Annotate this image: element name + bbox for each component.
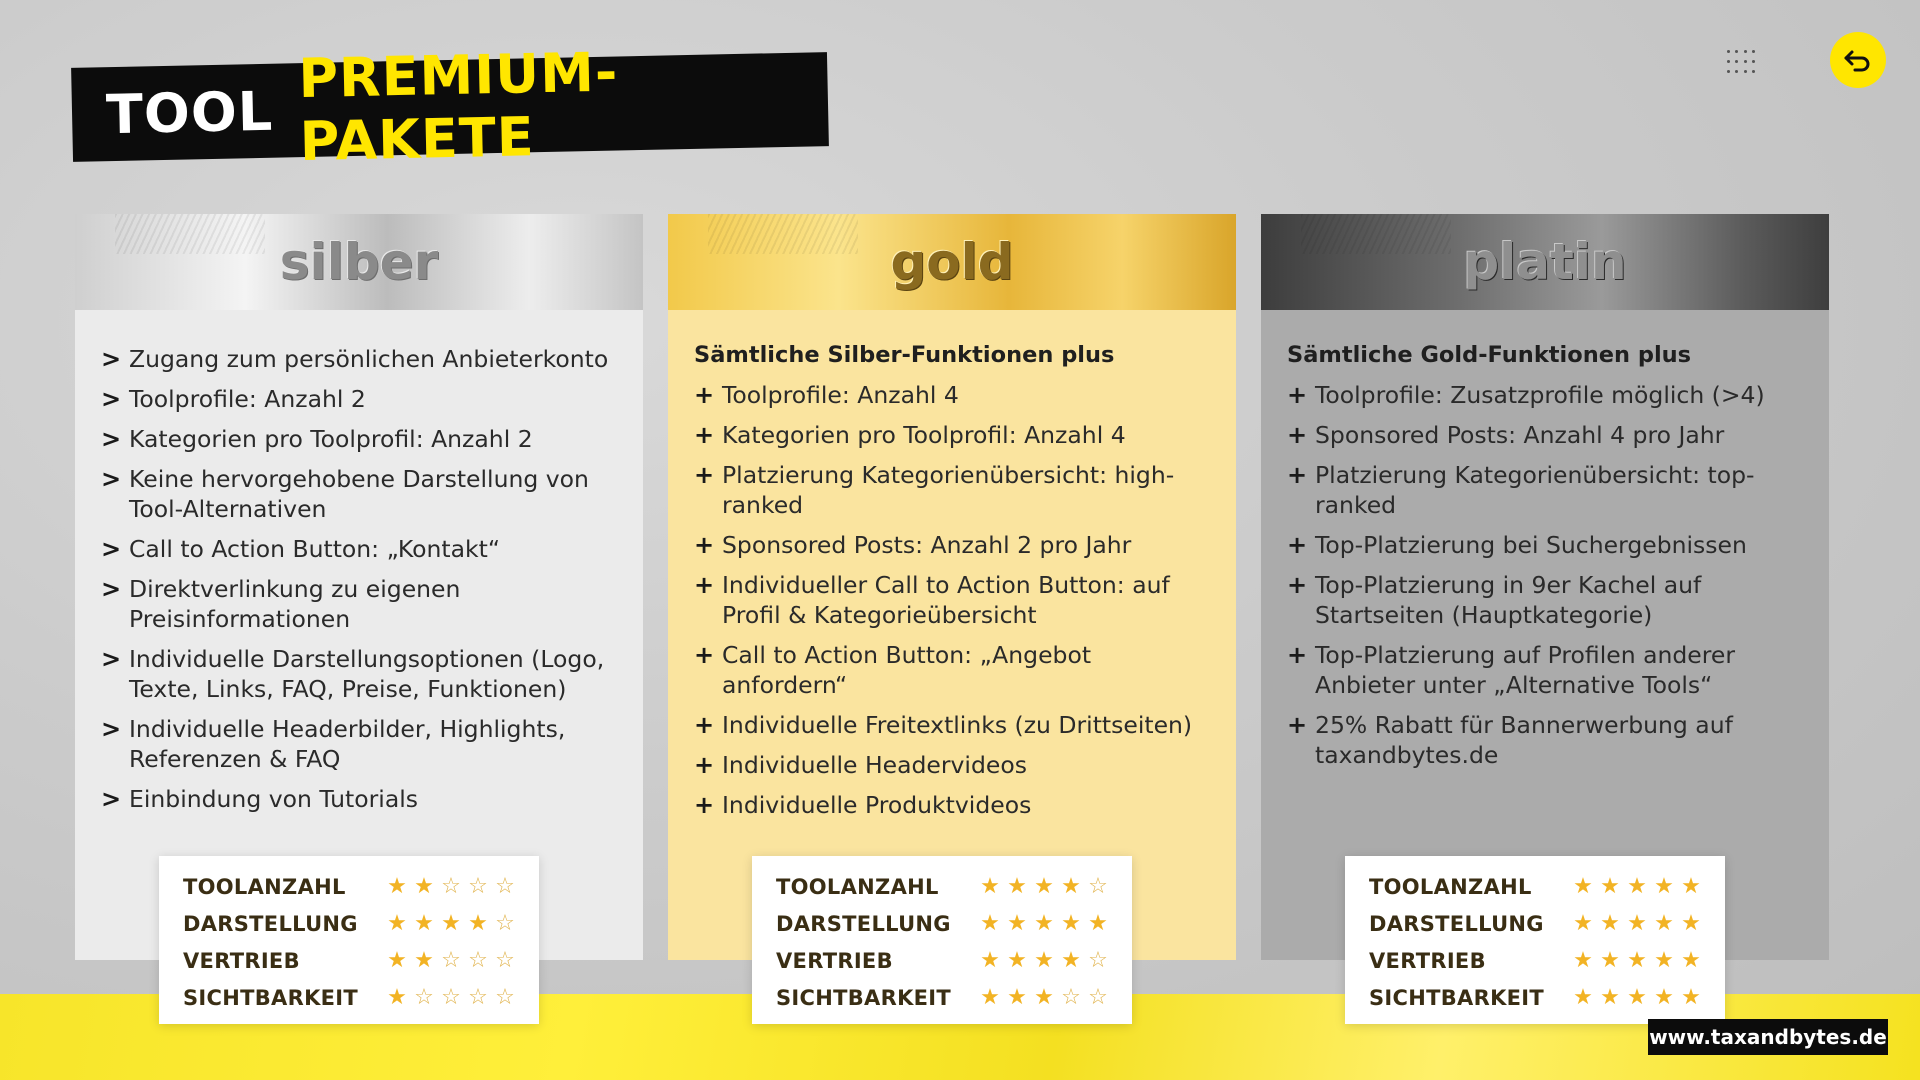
card-header-gold bbox=[668, 214, 1236, 310]
list-item: > Keine hervorgehobene Darstellung von Tool-Alternativen bbox=[101, 465, 589, 523]
star-empty-icon: ☆ bbox=[468, 947, 488, 973]
star-filled-icon: ★ bbox=[1573, 947, 1593, 973]
star-rating bbox=[978, 984, 1110, 1010]
star-filled-icon: ★ bbox=[1654, 873, 1674, 899]
plus-icon: + bbox=[1287, 531, 1308, 559]
list-item: + Toolprofile: Zusatzprofile möglich (>4) bbox=[1287, 381, 1765, 409]
plus-icon: + bbox=[694, 531, 715, 559]
rating-label: DARSTELLUNG bbox=[183, 911, 358, 936]
list-item: + Call to Action Button: „Angebot anfordern“ bbox=[694, 641, 1092, 699]
star-filled-icon: ★ bbox=[1034, 910, 1054, 936]
back-button[interactable] bbox=[1830, 32, 1886, 88]
rating-row bbox=[776, 942, 1110, 979]
star-empty-icon: ☆ bbox=[495, 873, 515, 899]
list-item: + Individuelle Produktvideos bbox=[694, 791, 1032, 819]
card-header-platin bbox=[1261, 214, 1829, 310]
list-item: + Top-Platzierung in 9er Kachel auf Startseiten (Hauptkategorie) bbox=[1287, 571, 1702, 629]
rating-box bbox=[752, 856, 1132, 1024]
plus-icon: + bbox=[694, 751, 715, 779]
rating-row bbox=[1369, 868, 1703, 905]
rating-label: DARSTELLUNG bbox=[1369, 911, 1544, 936]
plus-icon: + bbox=[694, 571, 715, 599]
plus-icon: + bbox=[694, 791, 715, 819]
rating-row bbox=[183, 905, 517, 942]
star-filled-icon: ★ bbox=[387, 984, 407, 1010]
star-filled-icon: ★ bbox=[1600, 947, 1620, 973]
list-item: + Toolprofile: Anzahl 4 bbox=[694, 381, 959, 409]
website-badge[interactable] bbox=[1648, 1019, 1888, 1055]
star-rating bbox=[385, 873, 517, 899]
chevron-right-icon: > bbox=[101, 385, 122, 413]
star-filled-icon: ★ bbox=[1573, 984, 1593, 1010]
star-empty-icon: ☆ bbox=[1061, 984, 1081, 1010]
star-empty-icon: ☆ bbox=[468, 873, 488, 899]
chevron-right-icon: > bbox=[101, 345, 122, 373]
card-intro: Sämtliche Silber-Funktionen plus bbox=[694, 342, 1115, 368]
star-filled-icon: ★ bbox=[1681, 984, 1701, 1010]
rating-label: TOOLANZAHL bbox=[183, 874, 346, 899]
card-intro: Sämtliche Gold-Funktionen plus bbox=[1287, 342, 1692, 368]
star-rating bbox=[385, 947, 517, 973]
plus-icon: + bbox=[1287, 641, 1308, 669]
title-part-premium: PREMIUM-PAKETE bbox=[297, 40, 619, 174]
card-title: gold bbox=[890, 233, 1014, 291]
star-filled-icon: ★ bbox=[1061, 910, 1081, 936]
star-filled-icon: ★ bbox=[1573, 873, 1593, 899]
star-empty-icon: ☆ bbox=[441, 873, 461, 899]
rating-box bbox=[1345, 856, 1725, 1024]
star-filled-icon: ★ bbox=[1007, 873, 1027, 899]
list-item: + Platzierung Kategorienübersicht: top-ranked bbox=[1287, 461, 1755, 519]
rating-row bbox=[183, 942, 517, 979]
list-item: > Call to Action Button: „Kontakt“ bbox=[101, 535, 501, 563]
star-rating bbox=[1571, 947, 1703, 973]
star-empty-icon: ☆ bbox=[1088, 984, 1108, 1010]
rating-label: SICHTBARKEIT bbox=[776, 985, 952, 1010]
chevron-right-icon: > bbox=[101, 785, 122, 813]
star-filled-icon: ★ bbox=[1600, 910, 1620, 936]
rating-row bbox=[1369, 979, 1703, 1016]
star-rating bbox=[385, 984, 517, 1010]
chevron-right-icon: > bbox=[101, 575, 122, 603]
plus-icon: + bbox=[694, 461, 715, 489]
plus-icon: + bbox=[1287, 461, 1308, 489]
chevron-right-icon: > bbox=[101, 425, 122, 453]
rating-label: VERTRIEB bbox=[776, 948, 893, 973]
star-filled-icon: ★ bbox=[1681, 910, 1701, 936]
card-title: silber bbox=[279, 233, 439, 291]
plus-icon: + bbox=[1287, 571, 1308, 599]
plus-icon: + bbox=[694, 711, 715, 739]
dots-grid-icon[interactable] bbox=[1724, 46, 1758, 76]
star-filled-icon: ★ bbox=[387, 947, 407, 973]
list-item: + Individuelle Freitextlinks (zu Drittseiten) bbox=[694, 711, 1193, 739]
rating-row bbox=[776, 905, 1110, 942]
star-filled-icon: ★ bbox=[1627, 984, 1647, 1010]
rating-label: SICHTBARKEIT bbox=[183, 985, 359, 1010]
list-item: > Kategorien pro Toolprofil: Anzahl 2 bbox=[101, 425, 533, 453]
star-empty-icon: ☆ bbox=[468, 984, 488, 1010]
card-title: platin bbox=[1463, 233, 1627, 291]
star-filled-icon: ★ bbox=[1061, 873, 1081, 899]
package-card-platin bbox=[1261, 214, 1829, 1010]
list-item: + Sponsored Posts: Anzahl 2 pro Jahr bbox=[694, 531, 1132, 559]
star-filled-icon: ★ bbox=[441, 910, 461, 936]
list-item: + Top-Platzierung bei Suchergebnissen bbox=[1287, 531, 1747, 559]
chevron-right-icon: > bbox=[101, 715, 122, 743]
star-filled-icon: ★ bbox=[1007, 984, 1027, 1010]
star-empty-icon: ☆ bbox=[495, 947, 515, 973]
rating-box bbox=[159, 856, 539, 1024]
star-filled-icon: ★ bbox=[1573, 910, 1593, 936]
star-filled-icon: ★ bbox=[387, 873, 407, 899]
star-filled-icon: ★ bbox=[1627, 910, 1647, 936]
star-filled-icon: ★ bbox=[1627, 873, 1647, 899]
star-rating bbox=[385, 910, 517, 936]
star-filled-icon: ★ bbox=[414, 947, 434, 973]
star-filled-icon: ★ bbox=[414, 910, 434, 936]
list-item: + Individueller Call to Action Button: auf Profil & Kategorieübersicht bbox=[694, 571, 1170, 629]
star-rating bbox=[1571, 873, 1703, 899]
list-item: + 25% Rabatt für Bannerwerbung auf taxandbytes.de bbox=[1287, 711, 1733, 769]
plus-icon: + bbox=[1287, 711, 1308, 739]
star-empty-icon: ☆ bbox=[441, 984, 461, 1010]
feature-list bbox=[101, 344, 621, 814]
list-item: + Sponsored Posts: Anzahl 4 pro Jahr bbox=[1287, 421, 1725, 449]
star-empty-icon: ☆ bbox=[495, 910, 515, 936]
star-filled-icon: ★ bbox=[1034, 873, 1054, 899]
package-card-silber bbox=[75, 214, 643, 1010]
star-rating bbox=[978, 947, 1110, 973]
star-rating bbox=[978, 910, 1110, 936]
star-empty-icon: ☆ bbox=[495, 984, 515, 1010]
chevron-right-icon: > bbox=[101, 535, 122, 563]
rating-label: VERTRIEB bbox=[1369, 948, 1486, 973]
website-url: www.taxandbytes.de bbox=[1649, 1025, 1887, 1049]
list-item: + Kategorien pro Toolprofil: Anzahl 4 bbox=[694, 421, 1126, 449]
list-item: > Einbindung von Tutorials bbox=[101, 785, 418, 813]
star-filled-icon: ★ bbox=[1654, 984, 1674, 1010]
star-filled-icon: ★ bbox=[980, 984, 1000, 1010]
list-item: > Zugang zum persönlichen Anbieterkonto bbox=[101, 345, 609, 373]
star-filled-icon: ★ bbox=[1600, 984, 1620, 1010]
star-filled-icon: ★ bbox=[1061, 947, 1081, 973]
rating-row bbox=[183, 868, 517, 905]
star-filled-icon: ★ bbox=[980, 873, 1000, 899]
star-rating bbox=[1571, 984, 1703, 1010]
rating-label: SICHTBARKEIT bbox=[1369, 985, 1545, 1010]
star-rating bbox=[1571, 910, 1703, 936]
rating-row bbox=[776, 868, 1110, 905]
plus-icon: + bbox=[694, 641, 715, 669]
rating-row bbox=[1369, 905, 1703, 942]
star-filled-icon: ★ bbox=[1034, 947, 1054, 973]
star-filled-icon: ★ bbox=[1681, 873, 1701, 899]
chevron-right-icon: > bbox=[101, 465, 122, 493]
rating-label: DARSTELLUNG bbox=[776, 911, 951, 936]
star-filled-icon: ★ bbox=[980, 947, 1000, 973]
list-item: > Individuelle Darstellungsoptionen (Logo, Texte, Links, FAQ, Preise, Funktionen) bbox=[101, 645, 605, 703]
star-empty-icon: ☆ bbox=[1088, 947, 1108, 973]
rating-label: VERTRIEB bbox=[183, 948, 300, 973]
star-filled-icon: ★ bbox=[1034, 984, 1054, 1010]
rating-row bbox=[776, 979, 1110, 1016]
feature-list bbox=[1287, 380, 1807, 770]
star-empty-icon: ☆ bbox=[1088, 873, 1108, 899]
star-filled-icon: ★ bbox=[414, 873, 434, 899]
star-filled-icon: ★ bbox=[980, 910, 1000, 936]
plus-icon: + bbox=[1287, 421, 1308, 449]
back-arrow-icon bbox=[1843, 48, 1873, 72]
rating-row bbox=[1369, 942, 1703, 979]
package-card-gold bbox=[668, 214, 1236, 1010]
star-empty-icon: ☆ bbox=[441, 947, 461, 973]
list-item: + Platzierung Kategorienübersicht: high-ranked bbox=[694, 461, 1175, 519]
star-filled-icon: ★ bbox=[1088, 910, 1108, 936]
list-item: + Individuelle Headervideos bbox=[694, 751, 1027, 779]
plus-icon: + bbox=[694, 421, 715, 449]
star-filled-icon: ★ bbox=[1007, 947, 1027, 973]
star-filled-icon: ★ bbox=[387, 910, 407, 936]
card-header-silber bbox=[75, 214, 643, 310]
plus-icon: + bbox=[1287, 381, 1308, 409]
feature-list bbox=[694, 380, 1214, 820]
star-empty-icon: ☆ bbox=[414, 984, 434, 1010]
list-item: > Toolprofile: Anzahl 2 bbox=[101, 385, 366, 413]
rating-row bbox=[183, 979, 517, 1016]
star-filled-icon: ★ bbox=[468, 910, 488, 936]
list-item: > Direktverlinkung zu eigenen Preisinformationen bbox=[101, 575, 461, 633]
star-filled-icon: ★ bbox=[1654, 947, 1674, 973]
rating-label: TOOLANZAHL bbox=[776, 874, 939, 899]
star-filled-icon: ★ bbox=[1654, 910, 1674, 936]
list-item: > Individuelle Headerbilder, Highlights, Referenzen & FAQ bbox=[101, 715, 566, 773]
star-rating bbox=[978, 873, 1110, 899]
rating-label: TOOLANZAHL bbox=[1369, 874, 1532, 899]
plus-icon: + bbox=[694, 381, 715, 409]
star-filled-icon: ★ bbox=[1681, 947, 1701, 973]
star-filled-icon: ★ bbox=[1007, 910, 1027, 936]
page-title bbox=[71, 40, 829, 174]
star-filled-icon: ★ bbox=[1600, 873, 1620, 899]
title-part-tool: TOOL bbox=[105, 79, 274, 146]
chevron-right-icon: > bbox=[101, 645, 122, 673]
star-filled-icon: ★ bbox=[1627, 947, 1647, 973]
list-item: + Top-Platzierung auf Profilen anderer Anbieter unter „Alternative Tools“ bbox=[1287, 641, 1736, 699]
